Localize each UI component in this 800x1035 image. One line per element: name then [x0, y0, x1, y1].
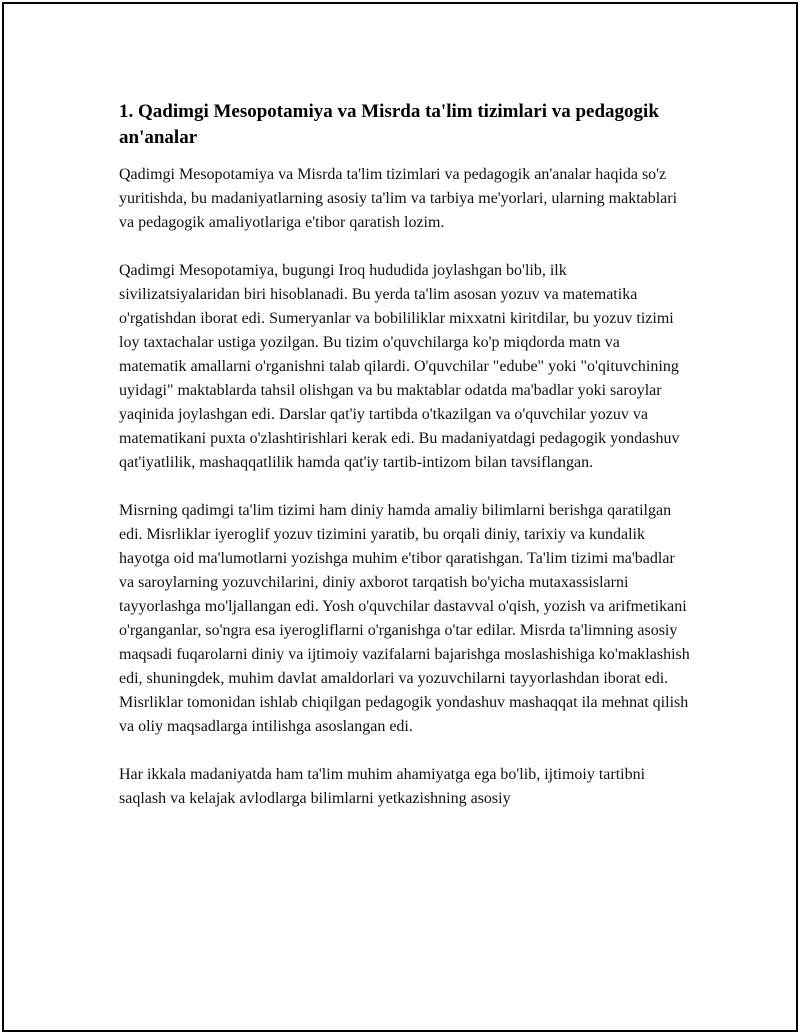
paragraph-intro: Qadimgi Mesopotamiya va Misrda ta'lim tizimlari va pedagogik an'analar haqida so'z yuritishda, bu madaniyatlarning asosiy ta'lim va tarbiya me'yorlari, ularning maktablari va pedagogik amaliyotlariga e'tibor qaratish lozim. — [119, 166, 678, 231]
paragraph-egypt: Misrning qadimgi ta'lim tizimi ham diniy hamda amaliy bilimlarni berishga qaratilgan edi. Misrliklar iyeroglif yozuv tizimini yaratib, bu orqali diniy, tarixiy va kundalik hayotga oid ma'lumotlarni yozishga muhim e'tibor qaratishgan. Ta'lim tizimi ma'badlar va saroylarning yozuvchilarini, diniy axborot tarqatish bo'yicha mutaxassislarni tayyorlashga mo'ljallangan edi. Yosh o'quvchilar dastavval o'qish, yozish va arifmetikani o'rganganlar, so'ngra esa iyerogliflarni o'rganishga o'tar edilar. Misrda ta'limning asosiy maqsadi fuqarolarni diniy va ijtimoiy vazifalarni bajarishga moslashishiga ko'maklashish edi, shuningdek, muhim davlat amaldorlari va yozuvchilarni tayyorlashdan iborat edi. Misrliklar tomonidan ishlab chiqilgan pedagogik yondashuv mashaqqat ila mehnat qilish va oliy maqsadlarga intilishga asoslangan edi. — [119, 502, 690, 735]
paragraph-conclusion: Har ikkala madaniyatda ham ta'lim muhim ahamiyatga ega bo'lib, ijtimoiy tartibni saqlash va kelajak avlodlarga bilimlarni yetkazishning asosiy — [119, 766, 646, 807]
paragraph-mesopotamia: Qadimgi Mesopotamiya, bugungi Iroq hududida joylashgan bo'lib, ilk sivilizatsiyalaridan biri hisoblanadi. Bu yerda ta'lim asosan yozuv va matematika o'rgatishdan iborat edi. Sumeryanlar va bobililiklar mixxatni kiritdilar, bu yozuv tizimi loy taxtachalar ustiga yozilgan. Bu tizim o'quvchilarga ko'p miqdorda matn va matematik amallarni o'rganishni talab qilardi. O'quvchilar "edube" yoki "o'qituvchining uyidagi" maktablarda tahsil olishgan va bu maktablar odatda ma'badlar yoki saroylar yaqinida joylashgan edi. Darslar qat'iy tartibda o'tkazilgan va o'quvchilar yozuv va matematikani puxta o'zlashtirishlari kerak edi. Bu madaniyatdagi pedagogik yondashuv qat'iyatlilik, mashaqqatlilik hamda qat'iy tartib-intizom bilan tavsiflangan. — [119, 262, 680, 471]
section-heading: 1. Qadimgi Mesopotamiya va Misrda ta'lim tizimlari va pedagogik an'analar — [119, 101, 659, 148]
page-frame — [2, 2, 798, 1032]
document-body — [119, 99, 691, 835]
